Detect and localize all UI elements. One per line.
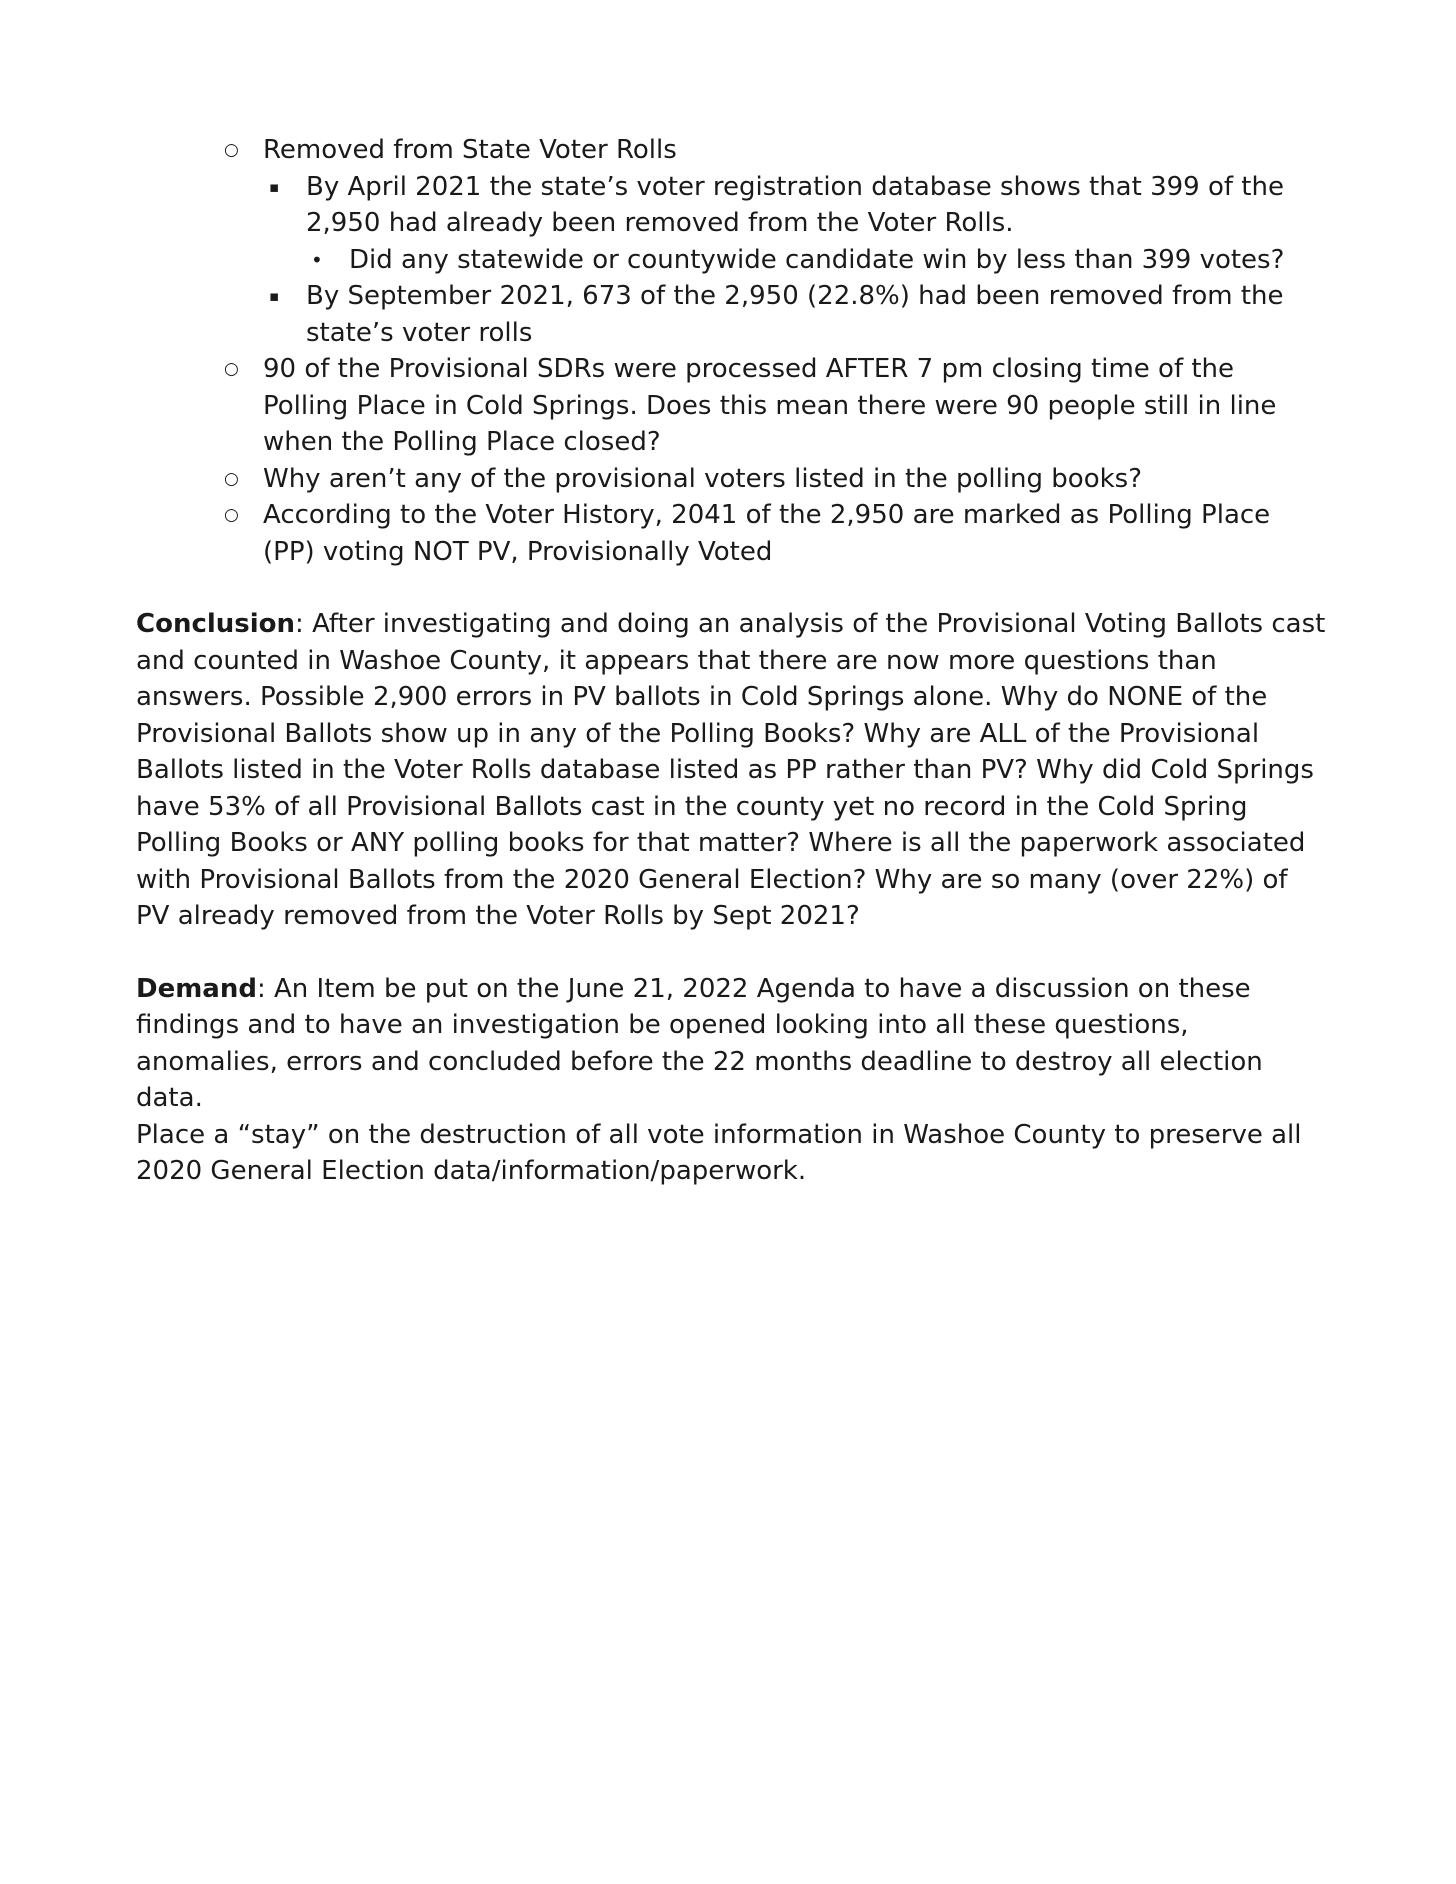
- square-bullet-icon: ▪: [269, 177, 280, 196]
- list-item: [136, 132, 1326, 351]
- square-bullet-icon: ▪: [269, 287, 280, 305]
- demand-label: Demand: [136, 973, 257, 1004]
- circle-bullet-icon: ○: [224, 468, 239, 489]
- sub-list-item: [263, 278, 1326, 351]
- circle-bullet-icon: ○: [224, 505, 239, 525]
- findings-list: [136, 132, 1326, 570]
- conclusion-text: : After investigating and doing an analysis of the Provisional Voting Ballots cast and counted in Washoe County, it appears that there are now more questions than answers. Possible 2,900 errors in PV ballots in Cold Springs alone. Why do NONE of the Provisional Ballots show up in any of the Polling Books? Why are ALL of the Provisional Ballots listed in the Voter Rolls database listed as PP rather than PV? Why did Cold Springs have 53% of all Provisional Ballots cast in the county yet no record in the Cold Spring Polling Books or ANY polling books for that matter? Where is all the paperwork associated with Provisional Ballots from the 2020 General Election? Why are so many (over 22%) of PV already removed from the Voter Rolls by Sept 2021?: [136, 609, 1326, 931]
- demand-paragraph: [136, 971, 1326, 1117]
- sub-list: [263, 169, 1326, 352]
- demand-text: : An Item be put on the June 21, 2022 Agenda to have a discussion on these findings and to have an investigation be opened looking into all these questions, anomalies, errors and concluded before the 22 months deadline to destroy all election data.: [136, 973, 1263, 1113]
- document-body: [136, 132, 1326, 1190]
- dot-bullet-icon: •: [311, 247, 323, 272]
- list-item: [136, 461, 1326, 498]
- sub-list-item-text: By April 2021 the state’s voter registration database shows that 399 of the 2,950 had already been removed from the Voter Rolls.: [306, 171, 1284, 238]
- sub-list-item-text: By September 2021, 673 of the 2,950 (22.8%) had been removed from the state’s voter rolls: [306, 281, 1284, 348]
- list-item: [136, 497, 1326, 570]
- sub-list-item: [263, 169, 1326, 279]
- conclusion-label: Conclusion: [136, 609, 296, 639]
- list-item-text: Why aren’t any of the provisional voters listed in the polling books?: [263, 463, 1143, 494]
- conclusion-paragraph: [136, 606, 1326, 935]
- list-item-text: 90 of the Provisional SDRs were processed AFTER 7 pm closing time of the Polling Place in Cold Springs. Does this mean there were 90 people still in line when the Polling Place closed?: [263, 354, 1277, 457]
- stay-paragraph: Place a “stay” on the destruction of all vote information in Washoe County to preserve all 2020 General Election data/information/paperwork.: [136, 1119, 1302, 1186]
- sub-sub-list-item-text: Did any statewide or countywide candidate win by less than 399 votes?: [349, 244, 1285, 275]
- list-item-text: According to the Voter History, 2041 of the 2,950 are marked as Polling Place (PP) voting NOT PV, Provisionally Voted: [263, 500, 1271, 567]
- list-item: [136, 351, 1326, 461]
- circle-bullet-icon: ○: [224, 359, 239, 379]
- list-item-text: Removed from State Voter Rolls: [263, 135, 677, 165]
- sub-sub-list-item: [306, 242, 1326, 279]
- sub-sub-list: [306, 242, 1326, 279]
- circle-bullet-icon: ○: [224, 140, 239, 160]
